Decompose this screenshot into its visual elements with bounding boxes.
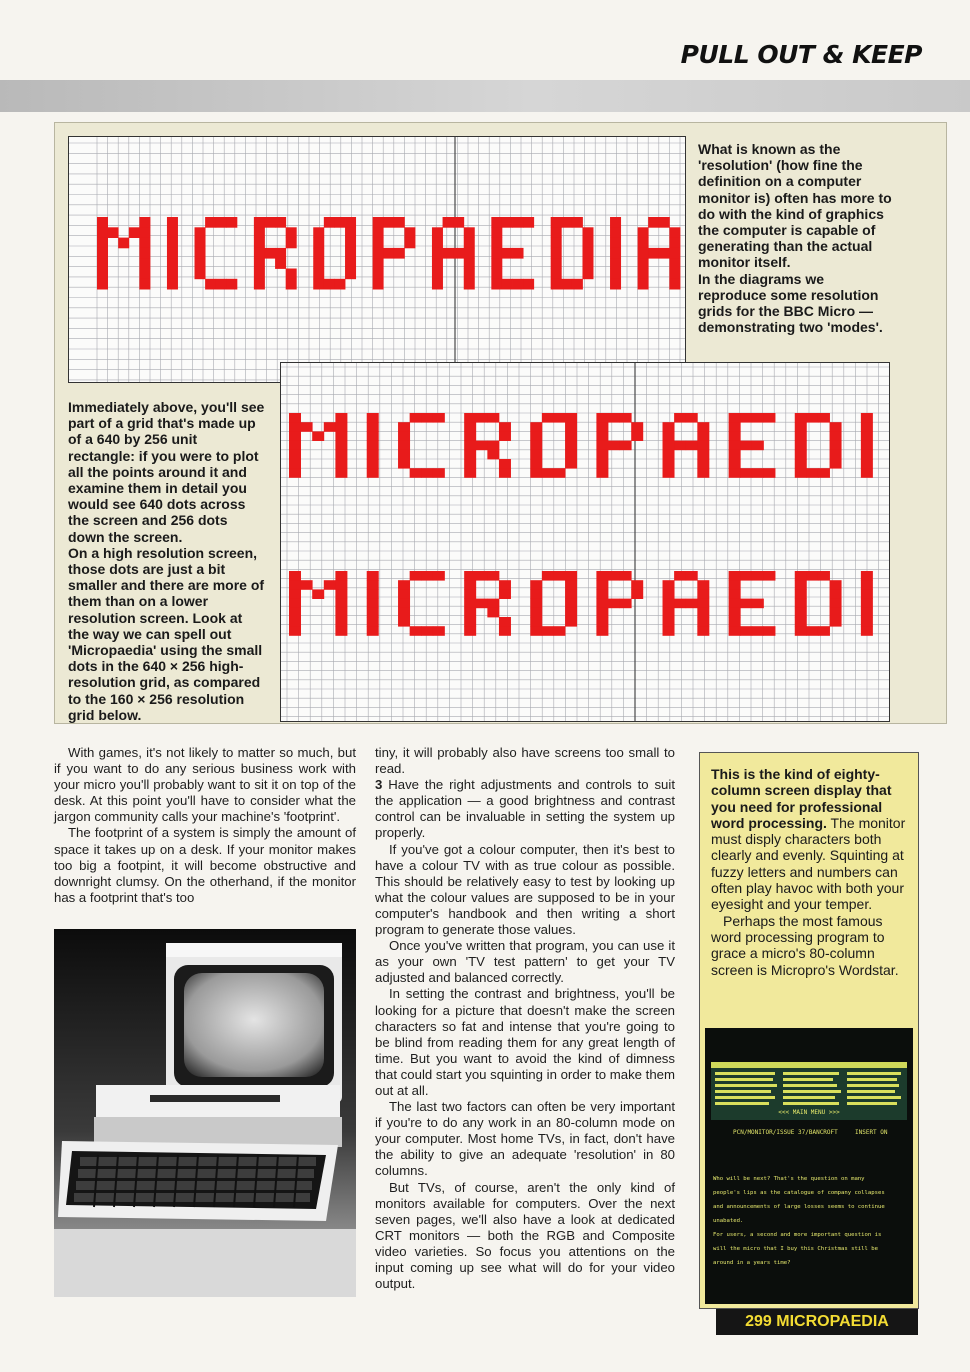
sidebar-text — [711, 766, 911, 978]
article-paragraph: In setting the contrast and brightness, you'll be looking for a picture that doesn't make the screen characters so fat and intense that you're going to be blind from reading them for any great length of time. But you want to avoid the kind of dimness that could start you squinting in order to make them out at all. — [375, 986, 675, 1098]
header-band — [0, 80, 970, 112]
wordstar-text-line: will the micro that I buy this Christmas still be — [713, 1246, 879, 1252]
monitor-photo — [54, 929, 356, 1297]
caption-left-p1: Immediately above, you'll see part of a grid that's made up of a 640 by 256 unit rectangle: if you were to plot all the points around it and examine them in detail you would see 640 dots across the screen and 256 dots down the screen. — [68, 399, 265, 545]
caption-right-p1: What is known as the 'resolution' (how fine the definition on a computer monitor is) often has more to do with the kind of graphics the computer is capable of generating than the actual monitor itself. — [698, 141, 892, 271]
wordstar-display — [705, 1028, 913, 1304]
grid-640-drawing — [69, 137, 686, 383]
wordstar-insert-status: INSERT ON — [855, 1129, 888, 1136]
grid-160-drawing — [281, 363, 890, 722]
article-paragraph: The last two factors can often be very important if you're to do any work in an 80-column mode on your computer. Most home TVs, in fact, don't have the ability to give an adequate 'resolution' in 80 columns. — [375, 1099, 675, 1179]
wordstar-text-line: and announcements of large losses seems to continue — [713, 1204, 885, 1210]
section-title: PULL OUT & KEEP — [680, 40, 922, 69]
article-paragraph: If you've got a colour computer, then it's best to have a colour TV with as true colour as possible. This should be relatively easy to test by looking up what the colour values are supposed to be in your computer's handbook and then writing a short program to generate those values. — [375, 841, 675, 938]
page-number: 299 MICROPAEDIA — [716, 1309, 918, 1335]
sidebar-lead: This is the kind of eighty-column screen display that you need for professional word processing. — [711, 766, 892, 831]
wordstar-text-line: For users, a second and more important question is — [713, 1232, 882, 1238]
sidebar-body-2: Perhaps the most famous word processing program to grace a micro's 80-column screen is Micropro's Wordstar. — [711, 912, 899, 978]
wordstar-text-line: unabated. — [713, 1218, 744, 1224]
caption-left — [68, 399, 266, 723]
article-paragraph: The footprint of a system is simply the amount of space it takes up on a desk. If your monitor makes too big a footpint, it will become obstructive and downright clumsy. On the otherhand, if the monitor has a footprint that's too — [54, 825, 356, 905]
wordstar-menu-title: <<< MAIN MENU >>> — [778, 1109, 840, 1116]
list-number: 3 — [375, 777, 383, 793]
article-column-1 — [54, 745, 356, 906]
wordstar-text-line: people's lips as the catalogue of company collapses — [713, 1190, 885, 1196]
wordstar-text-line: Who will be next? That's the question on many — [713, 1176, 865, 1182]
sidebar-body: The monitor must disply characters both clearly and evenly. Squinting at fuzzy letters and numbers can often play havoc with both your eyesight and your temper. — [711, 814, 906, 913]
resolution-grid-160 — [280, 362, 890, 722]
resolution-grid-640 — [68, 136, 686, 383]
wordstar-text-line: around in a years time? — [713, 1260, 791, 1266]
article-paragraph: Have the right adjustments and controls to suit the application — a good brightness and contrast control can be invaluable in setting the system up properly. — [375, 777, 675, 841]
article-column-2 — [375, 745, 675, 1292]
caption-left-p2: On a high resolution screen, those dots are just a bit smaller and there are more of them than on a lower resolution screen. Look at the way we can spell out 'Micropaedia' using the small dots in the 640 × 256 high-resolution grid, as compared to the 160 × 256 resolution grid below. — [68, 544, 265, 723]
caption-right-p2: In the diagrams we reproduce some resolution grids for the BBC Micro — demonstrating two 'modes'. — [698, 270, 883, 336]
caption-right — [698, 141, 894, 335]
article-paragraph: Once you've written that program, you can use it as your own 'TV test pattern' to get your TV adjusted and balanced correctly. — [375, 938, 675, 986]
monitor-keyboard-illustration — [54, 929, 356, 1297]
article-paragraph: tiny, it will probably also have screens too small to read. — [375, 745, 675, 777]
wordstar-filename: PCN/MONITOR/ISSUE 37/BANCROFT — [733, 1129, 838, 1136]
wordstar-screen — [705, 1028, 913, 1304]
article-paragraph: With games, it's not likely to matter so much, but if you want to do any serious business work with your micro you'll probably want to sit it on top of the desk. At this point you'll have to consider what the jargon community calls your machine's 'footprint'. — [54, 745, 356, 825]
article-paragraph: But TVs, of course, aren't the only kind of monitors available for computers. Over the next seven pages, we'll also have a look at dedicated CRT monitors — both the RGB and Composite video varieties. So focus you attentions on the input coming up see what will do for your video output. — [375, 1179, 675, 1292]
